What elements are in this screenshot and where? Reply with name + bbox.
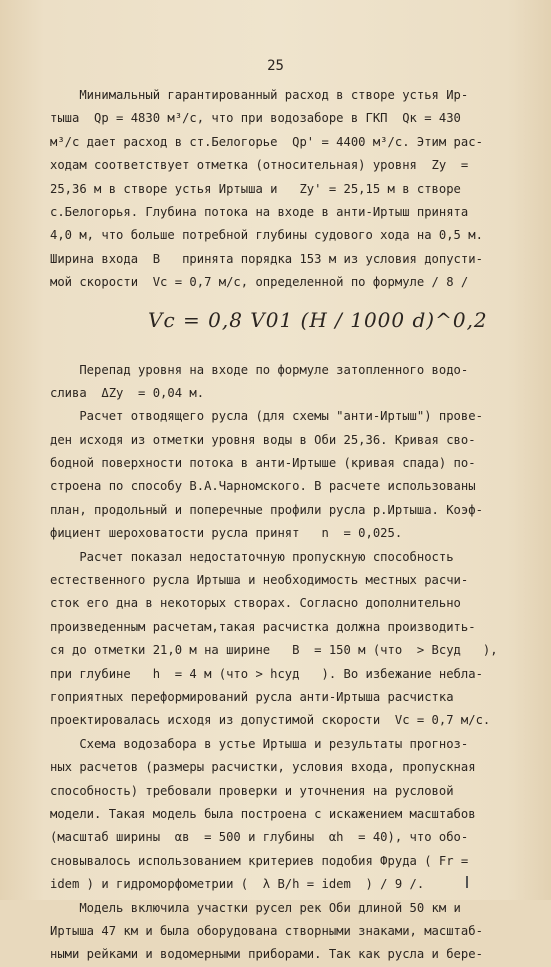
text-line: ходам соответствует отметка (относительная) уровня Zу = [50, 158, 469, 173]
text-line: Расчет отводящего русла (для схемы "анти-Иртыш") прове- [50, 409, 483, 424]
text-line: проектировалась исходя из допустимой скорости Vс = 0,7 м/с. [50, 713, 491, 728]
text-line: гоприятных переформирований русла анти-Иртыша расчистка [50, 689, 454, 704]
text-line: Иртыша 47 км и была оборудована створными знаками, масштаб- [50, 923, 483, 938]
text-line: фициент шероховатости русла принят n = 0,025. [50, 526, 403, 541]
text-line: с.Белогорья. Глубина потока на входе в анти-Иртыш принята [50, 204, 469, 219]
text-line: (масштаб ширины αв = 500 и глубины αh = 40), что обо- [50, 830, 469, 845]
text-line: план, продольный и поперечные профили русла р.Иртыша. Коэф- [50, 502, 483, 517]
text-line: ден исходя из отметки уровня воды в Оби 25,36. Кривая сво- [50, 432, 476, 447]
text-line: модели. Такая модель была построена с искажением масштабов [50, 806, 476, 821]
text-line: произведенным расчетам,такая расчистка должна производить- [50, 619, 476, 634]
text-line: тыша Qр = 4830 м³/с, что при водозаборе в ГКП Qк = 430 [50, 111, 461, 126]
text-line: 4,0 м, что больше потребной глубины судового хода на 0,5 м. [50, 228, 483, 243]
text-line: Схема водозабора в устье Иртыша и результаты прогноз- [50, 736, 469, 751]
text-line: ся до отметки 21,0 м на ширине В = 150 м (что > Всуд ), [50, 643, 498, 658]
formula-text: Vс = 0,8 V01 (H / 1000 d)^0,2 [148, 307, 488, 332]
text-line: естественного русла Иртыша и необходимость местных расчи- [50, 573, 469, 588]
text-line: Минимальный гарантированный расход в створе устья Ир- [50, 88, 469, 102]
body-text [50, 84, 520, 967]
velocity-formula [50, 295, 520, 359]
text-line: Перепад уровня на входе по формуле затопленного водо- [50, 362, 469, 377]
text-line: при глубине h = 4 м (что > hсуд ). Во избежание небла- [50, 666, 483, 681]
text-line: Ширина входа В принята порядка 153 м из условия допусти- [50, 251, 483, 266]
text-line: способность) требовали проверки и уточнения на русловой [50, 783, 454, 798]
text-line: бодной поверхности потока в анти-Иртыше (кривая спада) по- [50, 456, 476, 471]
text-line: м³/с дает расход в ст.Белогорье Qр' = 4400 м³/с. Этим рас- [50, 134, 483, 149]
text-line: ными рейками и водомерными приборами. Так как русла и бере- [50, 947, 483, 962]
text-line: сновывалось использованием критериев подобия Фруда ( Fr = [50, 853, 469, 868]
text-line: мой скорости Vс = 0,7 м/с, определенной по формуле / 8 / [50, 275, 469, 290]
text-line: idem ) и гидроморфометрии ( λ B/h = idem ) / 9 /. [50, 877, 425, 892]
text-line: Модель включила участки русел рек Оби длиной 50 км и [50, 900, 461, 915]
text-line: ных расчетов (размеры расчистки, условия входа, пропускная [50, 760, 476, 775]
page-number: 25 [267, 58, 284, 74]
text-line: сток его дна в некоторых створах. Согласно дополнительно [50, 596, 461, 611]
text-line: 25,36 м в створе устья Иртыша и Zу' = 25,15 м в створе [50, 181, 461, 196]
text-line: Расчет показал недостаточную пропускную способность [50, 549, 454, 564]
text-line: слива ΔZу = 0,04 м. [50, 385, 205, 400]
margin-mark [466, 876, 468, 888]
text-line: строена по способу В.А.Чарномского. В расчете использованы [50, 479, 476, 494]
